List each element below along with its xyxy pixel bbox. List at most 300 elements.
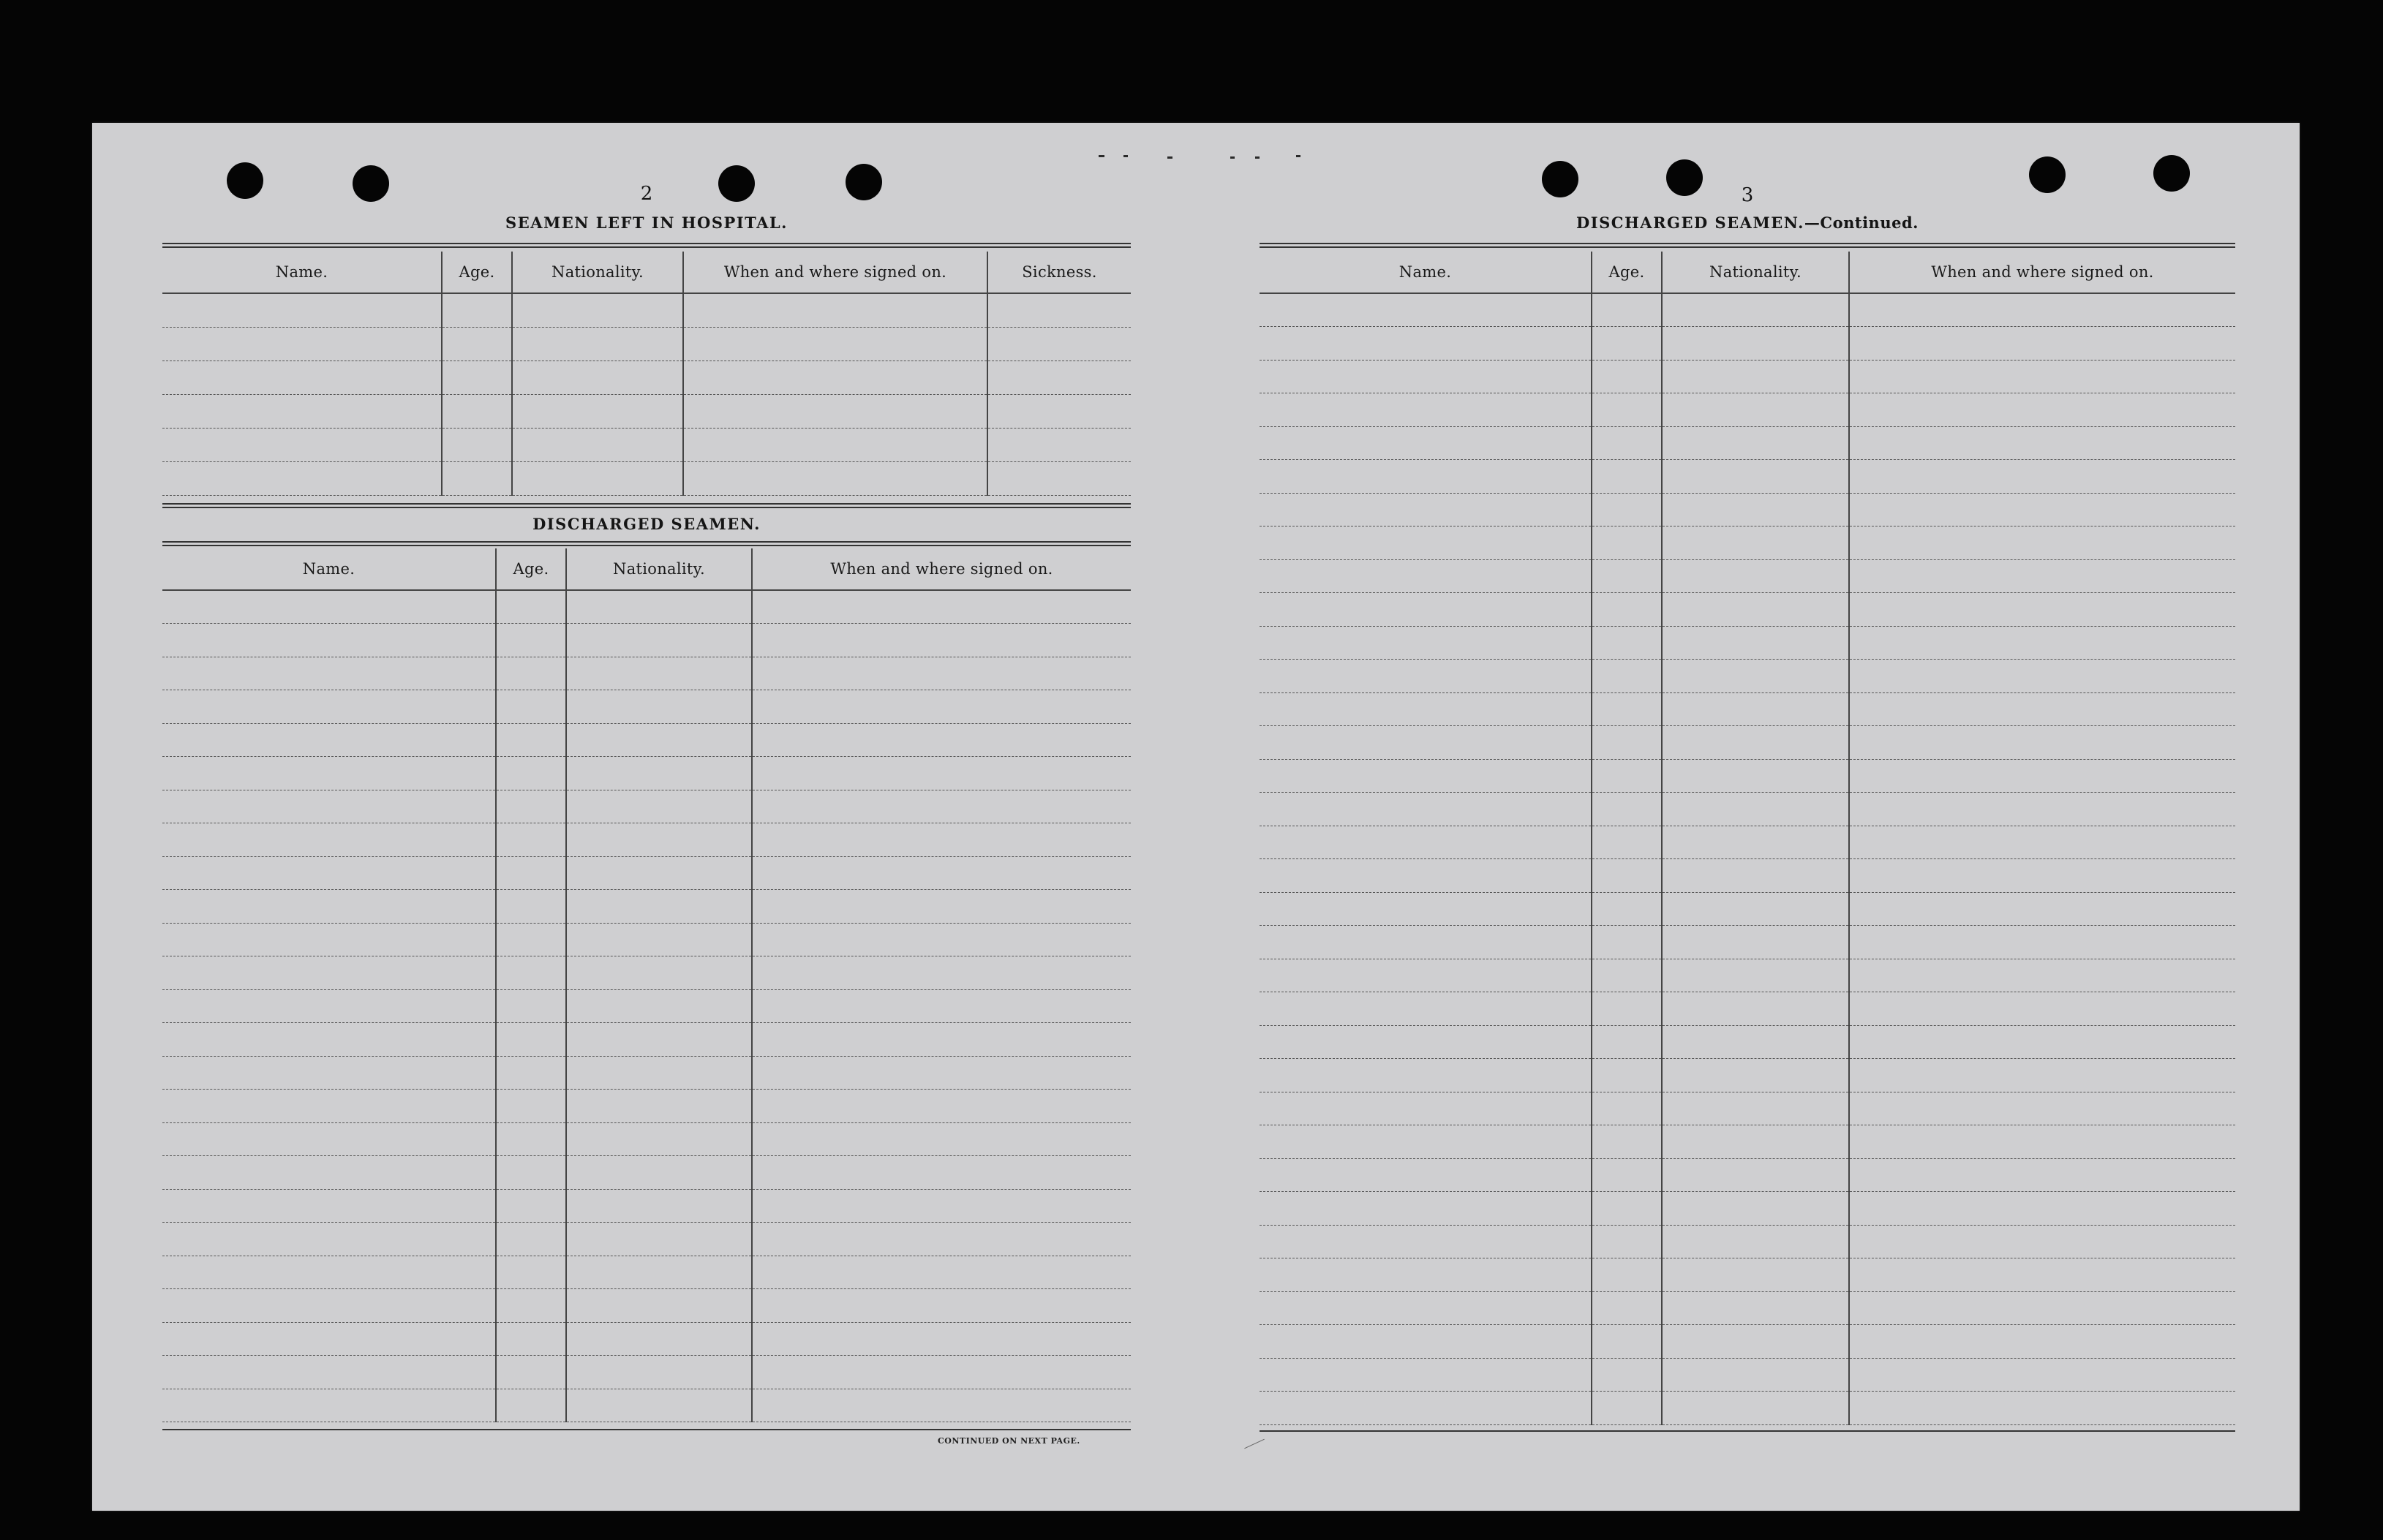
blank-cell: [1260, 692, 1592, 726]
blank-cell: [1592, 1092, 1662, 1125]
blank-cell: [566, 790, 752, 823]
blank-cell: [683, 361, 987, 394]
blank-cell: [162, 590, 496, 624]
blank-cell: [1849, 559, 2235, 593]
blank-cell: [1662, 1325, 1849, 1359]
blank-cell: [1260, 559, 1592, 593]
blank-cell: [1849, 1025, 2235, 1059]
section-title-suffix: —Continued.: [1804, 214, 1919, 232]
blank-cell: [566, 1389, 752, 1422]
blank-cell: [566, 1189, 752, 1223]
blank-cell: [1592, 1125, 1662, 1159]
column-header: When and where signed on.: [683, 252, 987, 293]
blank-cell: [566, 956, 752, 990]
blank-cell: [566, 1023, 752, 1057]
blank-cell: [752, 624, 1131, 657]
blank-cell: [1849, 692, 2235, 726]
blank-row: [1260, 426, 2235, 460]
blank-cell: [496, 890, 566, 924]
blank-cell: [752, 1289, 1131, 1323]
column-header: Age.: [442, 252, 512, 293]
blank-cell: [1592, 360, 1662, 393]
blank-row: [1260, 1158, 2235, 1192]
blank-cell: [1662, 360, 1849, 393]
blank-row: [1260, 327, 2235, 361]
blank-cell: [496, 856, 566, 890]
blank-cell: [1662, 1258, 1849, 1292]
blank-cell: [566, 1256, 752, 1289]
blank-cell: [1849, 1158, 2235, 1192]
blank-row: [1260, 493, 2235, 526]
blank-cell: [1592, 793, 1662, 826]
blank-cell: [1260, 726, 1592, 760]
blank-cell: [752, 1223, 1131, 1256]
blank-cell: [1662, 793, 1849, 826]
blank-cell: [1662, 1059, 1849, 1092]
blank-cell: [162, 923, 496, 956]
blank-cell: [752, 1389, 1131, 1422]
document-sheet: [92, 123, 2300, 1511]
blank-cell: [752, 1156, 1131, 1190]
blank-cell: [162, 361, 442, 394]
blank-cell: [496, 1356, 566, 1389]
blank-row: [1260, 926, 2235, 959]
blank-cell: [496, 624, 566, 657]
blank-cell: [1592, 1291, 1662, 1325]
blank-cell: [752, 989, 1131, 1023]
blank-cell: [566, 989, 752, 1023]
blank-cell: [1592, 1325, 1662, 1359]
blank-row: [1260, 626, 2235, 660]
blank-cell: [162, 956, 496, 990]
double-rule: [162, 243, 1131, 248]
blank-row: [1260, 1125, 2235, 1159]
blank-row: [162, 590, 1131, 624]
blank-cell: [1260, 992, 1592, 1026]
blank-cell: [683, 327, 987, 361]
blank-cell: [1849, 892, 2235, 926]
blank-cell: [1662, 759, 1849, 793]
blank-cell: [162, 657, 496, 690]
blank-cell: [496, 1289, 566, 1323]
blank-cell: [1260, 660, 1592, 693]
blank-row: [162, 1289, 1131, 1323]
column-header: Name.: [162, 252, 442, 293]
blank-cell: [683, 394, 987, 428]
blank-cell: [1662, 293, 1849, 327]
blank-cell: [1662, 1125, 1849, 1159]
blank-cell: [1260, 593, 1592, 627]
blank-row: [1260, 1092, 2235, 1125]
blank-cell: [752, 1189, 1131, 1223]
blank-cell: [1260, 826, 1592, 859]
blank-row: [1260, 460, 2235, 494]
bottom-rule: [162, 1429, 1131, 1430]
blank-row: [162, 1056, 1131, 1090]
blank-cell: [752, 690, 1131, 724]
blank-row: [162, 790, 1131, 823]
blank-cell: [1260, 460, 1592, 494]
blank-cell: [1849, 393, 2235, 427]
blank-cell: [162, 1223, 496, 1256]
blank-cell: [1592, 759, 1662, 793]
blank-cell: [1662, 859, 1849, 893]
hospital-section-title: SEAMEN LEFT IN HOSPITAL.: [505, 214, 788, 232]
blank-cell: [566, 1356, 752, 1389]
blank-row: [162, 1223, 1131, 1256]
blank-row: [162, 327, 1131, 361]
blank-row: [1260, 1025, 2235, 1059]
blank-cell: [162, 723, 496, 757]
blank-row: [1260, 892, 2235, 926]
blank-cell: [566, 690, 752, 724]
blank-row: [1260, 959, 2235, 992]
blank-cell: [1592, 460, 1662, 494]
blank-cell: [1260, 1392, 1592, 1425]
blank-cell: [1260, 1291, 1592, 1325]
blank-row: [1260, 692, 2235, 726]
blank-row: [162, 1156, 1131, 1190]
blank-cell: [1662, 660, 1849, 693]
blank-cell: [1849, 1059, 2235, 1092]
blank-cell: [1849, 859, 2235, 893]
blank-cell: [512, 428, 683, 461]
blank-cell: [1592, 826, 1662, 859]
blank-cell: [1849, 1258, 2235, 1292]
blank-cell: [442, 293, 512, 327]
blank-cell: [1662, 626, 1849, 660]
blank-cell: [987, 461, 1131, 495]
blank-cell: [752, 590, 1131, 624]
blank-cell: [512, 293, 683, 327]
blank-cell: [752, 657, 1131, 690]
blank-cell: [1662, 1358, 1849, 1392]
blank-row: [1260, 526, 2235, 560]
blank-cell: [1260, 1059, 1592, 1092]
column-header: Age.: [496, 548, 566, 590]
double-rule: [1260, 243, 2235, 248]
blank-row: [162, 657, 1131, 690]
hospital-table: [162, 252, 1131, 496]
blank-row: [1260, 859, 2235, 893]
blank-row: [162, 1122, 1131, 1156]
blank-cell: [496, 1256, 566, 1289]
blank-cell: [987, 361, 1131, 394]
blank-row: [162, 1023, 1131, 1057]
blank-cell: [1662, 393, 1849, 427]
blank-cell: [1260, 493, 1592, 526]
blank-cell: [162, 624, 496, 657]
blank-cell: [1260, 1325, 1592, 1359]
blank-cell: [1849, 660, 2235, 693]
blank-cell: [1260, 1092, 1592, 1125]
blank-cell: [1260, 859, 1592, 893]
blank-cell: [1662, 726, 1849, 760]
blank-cell: [496, 923, 566, 956]
blank-cell: [1849, 992, 2235, 1026]
blank-cell: [1592, 859, 1662, 893]
blank-cell: [512, 394, 683, 428]
blank-cell: [1849, 1225, 2235, 1258]
blank-cell: [1592, 593, 1662, 627]
blank-cell: [1260, 892, 1592, 926]
column-header: When and where signed on.: [752, 548, 1131, 590]
column-header: Name.: [162, 548, 496, 590]
discharged-table: [1260, 252, 2235, 1425]
blank-cell: [1662, 526, 1849, 560]
blank-cell: [162, 757, 496, 790]
blank-cell: [1849, 826, 2235, 859]
blank-cell: [1662, 426, 1849, 460]
blank-cell: [752, 1256, 1131, 1289]
blank-cell: [566, 1156, 752, 1190]
blank-cell: [752, 1056, 1131, 1090]
column-header: When and where signed on.: [1849, 252, 2235, 293]
blank-cell: [1260, 759, 1592, 793]
blank-cell: [1662, 1225, 1849, 1258]
blank-cell: [496, 590, 566, 624]
blank-cell: [1849, 526, 2235, 560]
blank-cell: [566, 1223, 752, 1256]
blank-cell: [683, 461, 987, 495]
blank-cell: [442, 394, 512, 428]
blank-cell: [496, 989, 566, 1023]
blank-cell: [162, 1189, 496, 1223]
blank-row: [162, 624, 1131, 657]
blank-cell: [496, 690, 566, 724]
blank-cell: [496, 1322, 566, 1356]
blank-row: [162, 1356, 1131, 1389]
blank-cell: [496, 757, 566, 790]
blank-row: [1260, 1291, 2235, 1325]
blank-cell: [162, 428, 442, 461]
blank-cell: [1592, 493, 1662, 526]
blank-cell: [566, 890, 752, 924]
blank-cell: [496, 657, 566, 690]
blank-cell: [1592, 526, 1662, 560]
blank-cell: [1849, 626, 2235, 660]
left-page: [162, 123, 1131, 1511]
blank-cell: [442, 327, 512, 361]
blank-cell: [566, 624, 752, 657]
blank-cell: [1260, 1258, 1592, 1292]
blank-cell: [1849, 1125, 2235, 1159]
blank-cell: [752, 1356, 1131, 1389]
blank-cell: [1849, 759, 2235, 793]
blank-cell: [1592, 1358, 1662, 1392]
blank-cell: [1592, 1192, 1662, 1226]
blank-row: [1260, 1392, 2235, 1425]
blank-cell: [162, 1322, 496, 1356]
blank-cell: [162, 293, 442, 327]
blank-row: [162, 361, 1131, 394]
blank-cell: [1592, 959, 1662, 992]
blank-cell: [1592, 559, 1662, 593]
ink-speck: [1230, 156, 1235, 159]
blank-cell: [162, 1389, 496, 1422]
blank-row: [1260, 293, 2235, 327]
blank-row: [162, 956, 1131, 990]
blank-cell: [1260, 1158, 1592, 1192]
blank-cell: [162, 856, 496, 890]
blank-cell: [987, 327, 1131, 361]
blank-row: [162, 1189, 1131, 1223]
blank-cell: [1592, 992, 1662, 1026]
blank-cell: [162, 1056, 496, 1090]
blank-cell: [1260, 793, 1592, 826]
blank-cell: [1662, 1392, 1849, 1425]
blank-cell: [496, 790, 566, 823]
blank-cell: [496, 1090, 566, 1123]
blank-row: [162, 923, 1131, 956]
blank-cell: [1662, 959, 1849, 992]
discharged-continued-title: [1260, 214, 2235, 232]
blank-cell: [752, 923, 1131, 956]
discharged-section-title: DISCHARGED SEAMEN.: [532, 515, 761, 533]
blank-cell: [1662, 593, 1849, 627]
column-header: Nationality.: [1662, 252, 1849, 293]
blank-row: [1260, 660, 2235, 693]
blank-cell: [752, 823, 1131, 857]
page-number: 3: [1741, 184, 1754, 206]
blank-row: [1260, 1059, 2235, 1092]
blank-cell: [162, 1256, 496, 1289]
blank-cell: [1662, 692, 1849, 726]
blank-row: [1260, 593, 2235, 627]
blank-cell: [496, 1056, 566, 1090]
blank-cell: [1260, 526, 1592, 560]
blank-cell: [1849, 360, 2235, 393]
blank-cell: [512, 461, 683, 495]
blank-cell: [1662, 892, 1849, 926]
blank-cell: [1849, 926, 2235, 959]
blank-cell: [1662, 1158, 1849, 1192]
blank-row: [1260, 1192, 2235, 1226]
blank-cell: [1662, 992, 1849, 1026]
blank-cell: [162, 394, 442, 428]
blank-row: [1260, 992, 2235, 1026]
blank-cell: [1260, 626, 1592, 660]
blank-cell: [566, 823, 752, 857]
blank-cell: [162, 1090, 496, 1123]
blank-cell: [752, 856, 1131, 890]
blank-cell: [1592, 1158, 1662, 1192]
blank-cell: [752, 890, 1131, 924]
blank-row: [1260, 1258, 2235, 1292]
blank-cell: [1849, 293, 2235, 327]
blank-cell: [1662, 1025, 1849, 1059]
blank-cell: [1260, 1225, 1592, 1258]
blank-cell: [752, 1322, 1131, 1356]
blank-cell: [162, 1023, 496, 1057]
blank-cell: [162, 1122, 496, 1156]
blank-cell: [1849, 460, 2235, 494]
right-page: [1260, 123, 2235, 1511]
blank-cell: [1592, 393, 1662, 427]
blank-cell: [162, 989, 496, 1023]
blank-cell: [566, 1122, 752, 1156]
column-header: Nationality.: [566, 548, 752, 590]
blank-cell: [1662, 1192, 1849, 1226]
blank-cell: [162, 790, 496, 823]
blank-row: [162, 690, 1131, 724]
blank-cell: [1849, 593, 2235, 627]
blank-cell: [1260, 393, 1592, 427]
blank-cell: [752, 1090, 1131, 1123]
blank-cell: [1592, 1059, 1662, 1092]
blank-row: [162, 293, 1131, 327]
blank-row: [162, 1389, 1131, 1422]
blank-cell: [1662, 460, 1849, 494]
blank-row: [1260, 826, 2235, 859]
blank-cell: [752, 757, 1131, 790]
column-header: Nationality.: [512, 252, 683, 293]
blank-cell: [1260, 360, 1592, 393]
blank-cell: [987, 428, 1131, 461]
blank-cell: [162, 1289, 496, 1323]
blank-cell: [162, 1356, 496, 1389]
blank-cell: [1260, 327, 1592, 361]
blank-cell: [1662, 493, 1849, 526]
blank-cell: [683, 428, 987, 461]
blank-cell: [162, 890, 496, 924]
ink-speck: [1167, 156, 1172, 159]
blank-cell: [442, 361, 512, 394]
blank-cell: [752, 723, 1131, 757]
blank-cell: [496, 1023, 566, 1057]
blank-cell: [987, 293, 1131, 327]
blank-cell: [1849, 959, 2235, 992]
blank-row: [1260, 1325, 2235, 1359]
blank-cell: [1849, 426, 2235, 460]
blank-row: [162, 856, 1131, 890]
blank-cell: [752, 790, 1131, 823]
blank-row: [1260, 393, 2235, 427]
blank-row: [162, 428, 1131, 461]
blank-cell: [1260, 959, 1592, 992]
blank-cell: [1849, 793, 2235, 826]
double-rule: [162, 503, 1131, 508]
blank-cell: [1849, 1291, 2235, 1325]
blank-cell: [496, 1156, 566, 1190]
blank-cell: [566, 1090, 752, 1123]
blank-cell: [1849, 726, 2235, 760]
blank-cell: [162, 823, 496, 857]
blank-cell: [1260, 1358, 1592, 1392]
blank-cell: [496, 723, 566, 757]
blank-cell: [442, 461, 512, 495]
blank-cell: [496, 956, 566, 990]
blank-row: [1260, 759, 2235, 793]
blank-cell: [1592, 726, 1662, 760]
blank-cell: [987, 394, 1131, 428]
blank-cell: [1849, 1192, 2235, 1226]
blank-cell: [752, 1023, 1131, 1057]
blank-cell: [566, 1056, 752, 1090]
blank-cell: [1592, 692, 1662, 726]
blank-cell: [1260, 293, 1592, 327]
blank-cell: [566, 723, 752, 757]
blank-cell: [512, 327, 683, 361]
section-title-text: DISCHARGED SEAMEN.: [1576, 214, 1804, 232]
continued-note: CONTINUED ON NEXT PAGE.: [938, 1436, 1080, 1446]
blank-cell: [1260, 426, 1592, 460]
blank-cell: [496, 823, 566, 857]
bottom-rule: [1260, 1430, 2235, 1432]
blank-cell: [1592, 1025, 1662, 1059]
blank-cell: [496, 1223, 566, 1256]
blank-cell: [566, 923, 752, 956]
